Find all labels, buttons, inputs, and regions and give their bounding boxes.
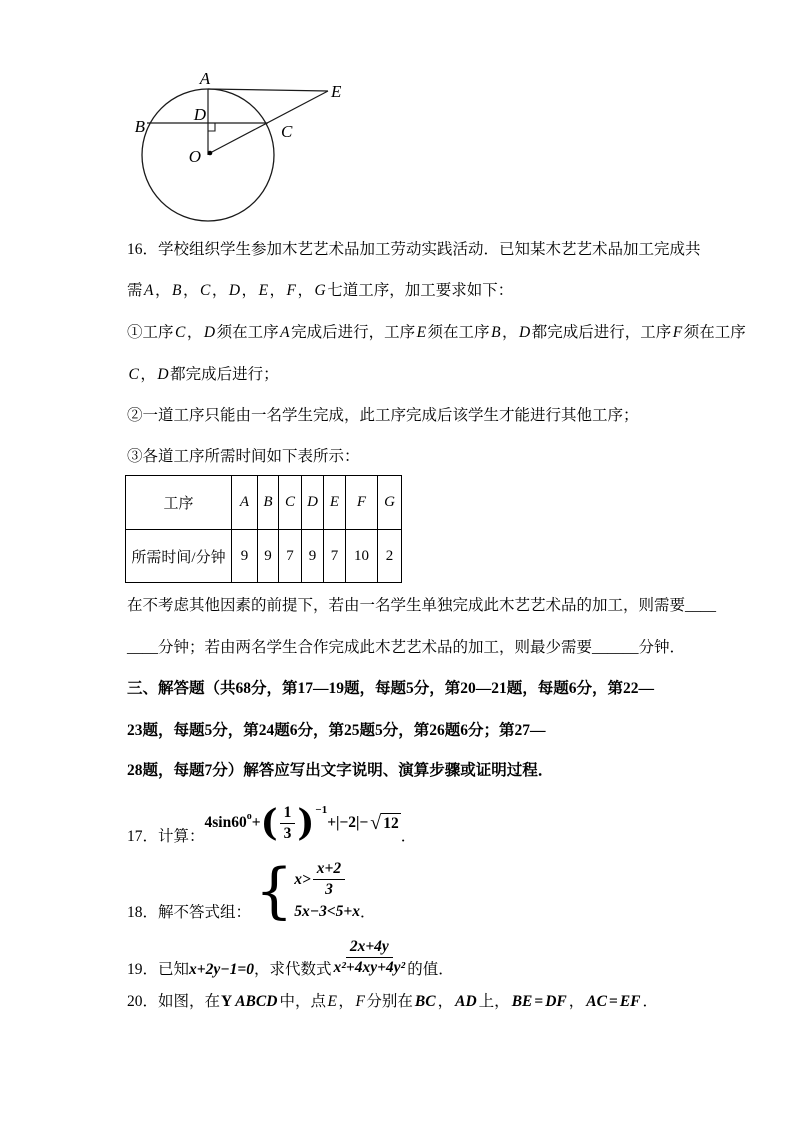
text-segment: BC [414, 993, 436, 1010]
q19-suffix: 的值． [407, 961, 454, 978]
label-D: D [193, 105, 206, 124]
q17-abs-term: +|−2|− [327, 814, 369, 831]
text-segment: E [258, 282, 269, 299]
time-G: 2 [378, 530, 402, 583]
label-A: A [199, 69, 211, 88]
q17-fraction-denominator: 3 [283, 824, 292, 842]
time-B: 9 [258, 530, 279, 583]
text-segment: BE [511, 993, 533, 1010]
q17-label: 17．计算： [127, 828, 205, 845]
q17-plus: + [251, 814, 261, 831]
text-segment: ABCD [235, 993, 278, 1010]
text-segment: F [286, 282, 297, 299]
text-segment: ②一道工序只能由一名学生完成，此工序完成后该学生才能进行其他工序； [127, 407, 639, 424]
inequality-2: 5x−3<5+x [294, 902, 361, 920]
text-segment: 需 [127, 282, 143, 299]
text-segment: 分别在 [366, 993, 413, 1010]
text-segment: E [416, 324, 427, 341]
q19-fraction-numerator: 2x+4y [346, 938, 393, 958]
q16-line-2 [127, 281, 513, 301]
text-segment: ____ [127, 639, 158, 656]
open-paren: ( [260, 801, 278, 844]
radicand: 12 [383, 814, 399, 832]
text-segment: 上， [478, 993, 510, 1010]
label-C: C [281, 122, 293, 141]
table-header-G: G [378, 476, 402, 530]
q16-question-line-2 [127, 638, 685, 658]
text-segment: 须在工序 [683, 324, 746, 341]
label-B: B [134, 117, 145, 136]
text-segment: ， [211, 282, 228, 299]
text-segment: ， [241, 282, 258, 299]
text-segment: ①工序 [127, 324, 174, 341]
inequality-1-lhs: x> [294, 870, 311, 888]
time-C: 7 [279, 530, 302, 583]
text-segment: C [128, 366, 139, 383]
text-segment: D [228, 282, 241, 299]
text-segment: 七道工序，加工要求如下： [327, 282, 514, 299]
q19-fraction [333, 938, 405, 977]
text-segment: F [355, 993, 365, 1010]
table-header-row [126, 476, 402, 530]
text-segment: AD [455, 993, 477, 1010]
q16-condition-1b [127, 365, 279, 385]
degree-symbol: o [246, 811, 252, 822]
q17-fraction-numerator: 1 [280, 804, 296, 824]
inequality-1 [294, 860, 347, 899]
q16-condition-2 [127, 406, 639, 426]
radical-sign: √ [370, 811, 382, 834]
text-segment: 20．如图，在 [127, 993, 221, 1010]
text-segment: = [608, 993, 618, 1010]
text-segment: ， [182, 282, 199, 299]
table-row-label: 所需时间/分钟 [126, 530, 232, 583]
q17-radical [370, 813, 400, 833]
text-segment: G [314, 282, 326, 299]
inequality-system [294, 860, 360, 922]
q16-line-1 [127, 240, 701, 260]
time-F: 10 [346, 530, 378, 583]
text-segment: C [175, 324, 186, 341]
text-segment: ， [154, 282, 171, 299]
q19-prefix: 19．已知 [127, 961, 190, 978]
text-segment: E [327, 993, 337, 1010]
text-segment: ． [642, 993, 659, 1010]
question-17 [127, 798, 416, 848]
text-segment: = [534, 993, 544, 1010]
time-E: 7 [324, 530, 346, 583]
text-segment: ， [269, 282, 286, 299]
text-segment: 都完成后进行，工序 [531, 324, 672, 341]
table-header-E: E [324, 476, 346, 530]
section3-header-line-2: 23题，每题5分，第24题6分，第25题5分，第26题6分；第27— [127, 722, 546, 739]
process-time-table [125, 475, 402, 583]
text-segment: EF [619, 993, 641, 1010]
question-18 [127, 855, 376, 926]
time-D: 9 [302, 530, 324, 583]
label-O: O [188, 147, 201, 166]
text-segment: 在不考虑其他因素的前提下，若由一名学生单独完成此木艺艺术品的加工，则需要 [127, 597, 686, 614]
text-segment: 中，点 [279, 993, 326, 1010]
table-header-C: C [279, 476, 302, 530]
question-20 [127, 992, 658, 1012]
q17-term-sin: 4sin60 [204, 814, 247, 831]
circle-figure [118, 58, 398, 236]
text-segment: 都完成后进行； [170, 366, 279, 383]
q17-fraction [280, 804, 296, 843]
q19-given-equation: x+2y−1=0 [189, 961, 254, 978]
q18-period: ． [360, 904, 376, 921]
text-segment: A [280, 324, 290, 341]
text-segment: F [672, 324, 683, 341]
inequality-1-fraction [313, 860, 345, 899]
table-header-B: B [258, 476, 279, 530]
label-E: E [331, 82, 342, 101]
text-segment: DF [545, 993, 567, 1010]
text-segment: ， [186, 324, 203, 341]
section3-header-line-1: 三、解答题（共68分，第17—19题，每题5分，第20—21题，每题6分，第22— [127, 680, 655, 697]
q16-question-line-1 [127, 596, 716, 616]
text-segment: 分钟． [638, 639, 686, 656]
text-segment: D [157, 366, 169, 383]
text-segment: 须在工序 [427, 324, 490, 341]
text-segment: 须在工序 [216, 324, 279, 341]
text-segment: 分钟；若由两名学生合作完成此木艺艺术品的加工，则最少需要 [158, 639, 593, 656]
text-segment: C [199, 282, 211, 299]
inequality-1-denominator: 3 [325, 881, 333, 898]
q17-exponent: −1 [315, 804, 328, 816]
center-dot [208, 151, 213, 156]
text-segment: Y [221, 993, 233, 1010]
text-segment: ， [437, 993, 454, 1010]
system-brace: { [255, 855, 294, 926]
segment-OE [210, 91, 328, 153]
text-segment: AC [586, 993, 607, 1010]
text-segment: ， [568, 993, 585, 1010]
text-segment: 完成后进行，工序 [291, 324, 416, 341]
q16-condition-1a [127, 323, 746, 343]
table-header-A: A [232, 476, 258, 530]
q19-fraction-denominator: x²+4xy+4y² [333, 958, 406, 976]
text-segment: ， [140, 366, 156, 383]
table-value-row [126, 530, 402, 583]
text-segment: D [203, 324, 216, 341]
q18-label: 18．解不答式组： [127, 904, 252, 921]
table-header-F: F [346, 476, 378, 530]
text-segment: A [144, 282, 154, 299]
text-segment: B [491, 324, 501, 341]
text-segment: ____ [685, 597, 717, 614]
text-segment: ______ [592, 639, 639, 656]
q17-period: ． [400, 828, 417, 845]
question-19 [127, 933, 454, 981]
q19-middle-text: ，求代数式 [253, 961, 332, 978]
text-segment: ， [297, 282, 314, 299]
right-angle-mark [208, 123, 215, 131]
text-segment: ， [338, 993, 354, 1010]
table-header-D: D [302, 476, 324, 530]
close-paren: ) [297, 801, 315, 844]
inequality-1-numerator: x+2 [313, 860, 345, 880]
q16-condition-3 [127, 447, 360, 467]
table-header-process: 工序 [126, 476, 232, 530]
text-segment: D [519, 324, 531, 341]
section3-header-line-3: 28题，每题7分）解答应写出文字说明、演算步骤或证明过程． [127, 762, 554, 779]
text-segment: 16．学校组织学生参加木艺艺术品加工劳动实践活动．已知某木艺艺术品加工完成共 [127, 241, 701, 258]
time-A: 9 [232, 530, 258, 583]
text-segment: ③各道工序所需时间如下表所示： [127, 448, 360, 465]
text-segment: ， [502, 324, 518, 341]
segment-AE [208, 89, 328, 91]
text-segment: B [172, 282, 182, 299]
